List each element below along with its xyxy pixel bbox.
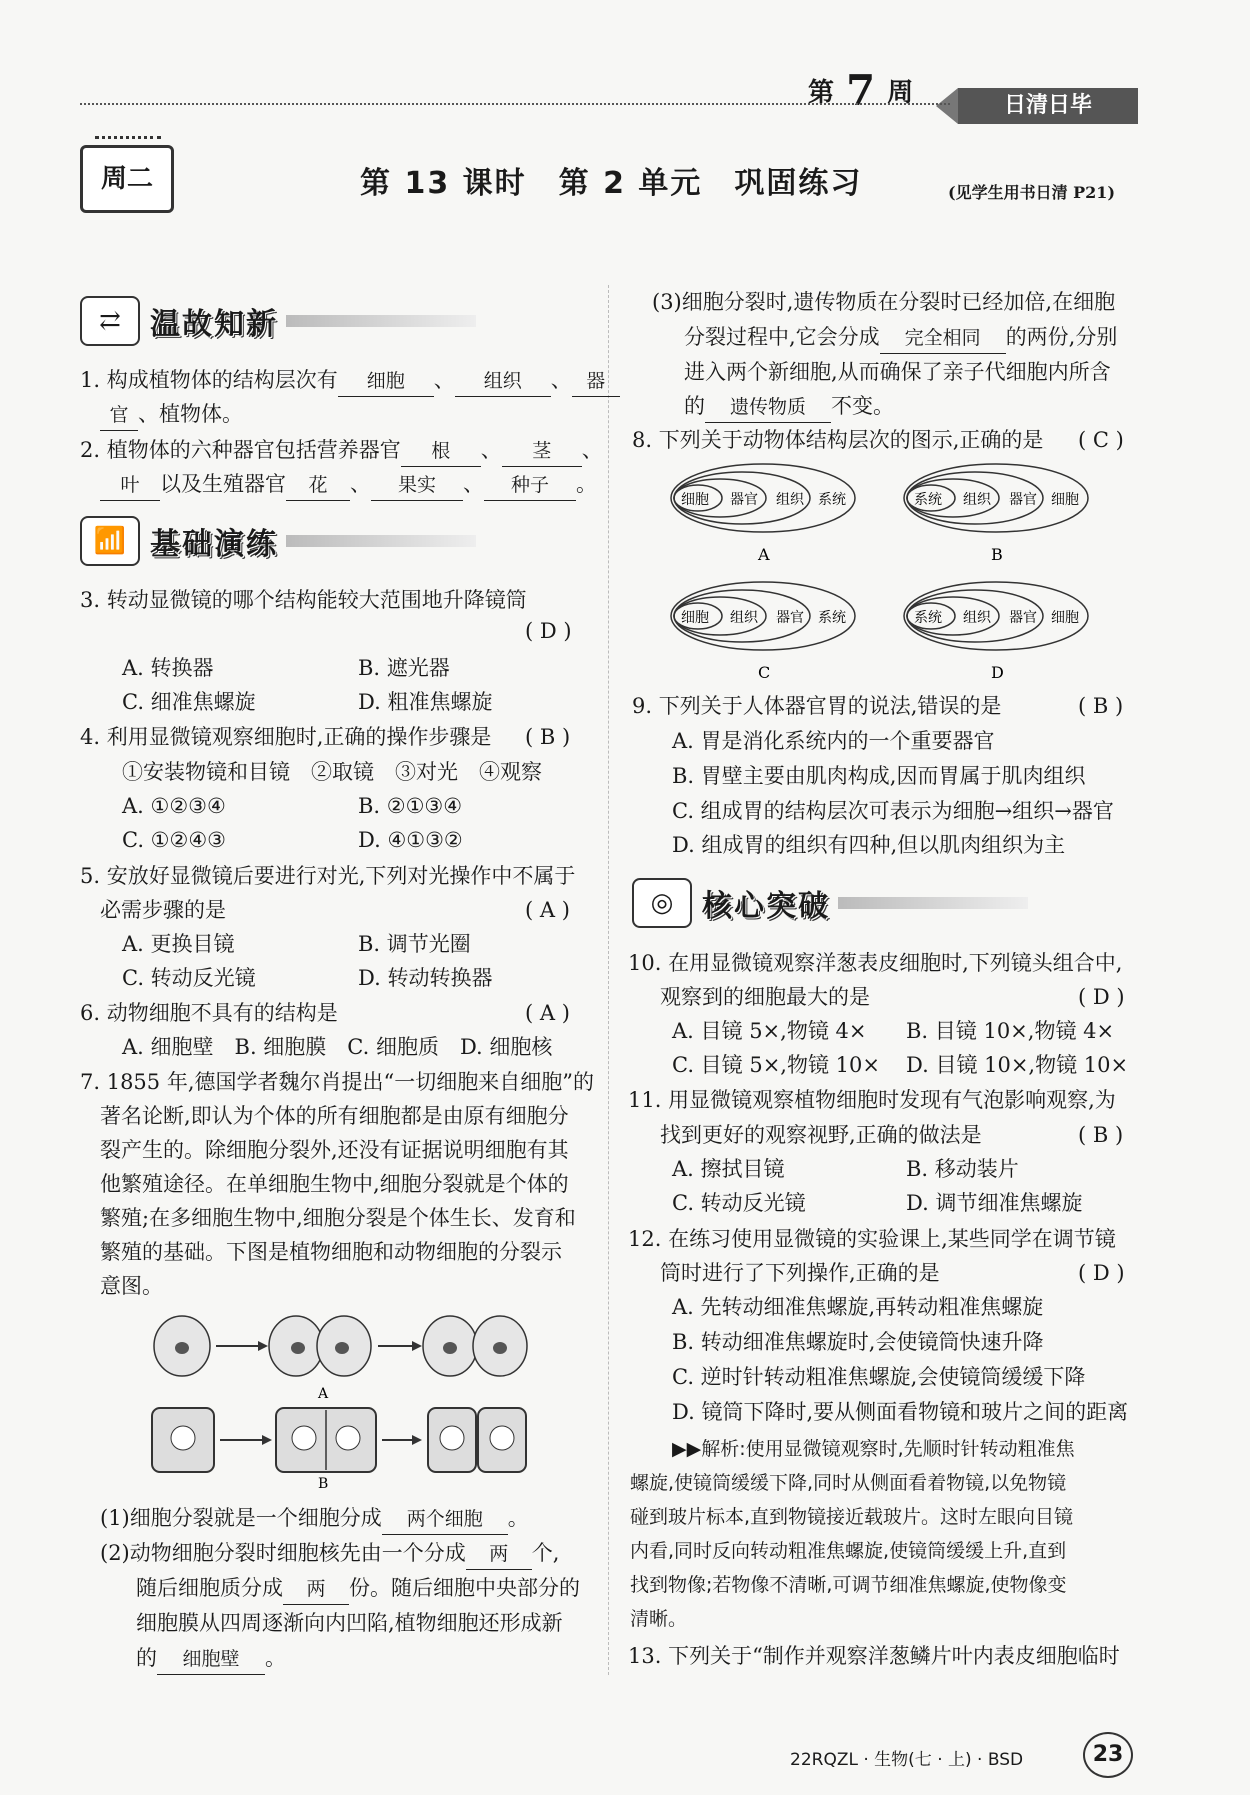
steps: ①安装物镜和目镜 ②取镜 ③对光 ④观察 <box>122 760 542 784</box>
option: D. 镜筒下降时,要从侧面看物镜和玻片之间的距离 <box>672 1400 1129 1424</box>
answer-11: ( B ) <box>1078 1123 1124 1147</box>
svg-text:系统: 系统 <box>914 610 942 626</box>
question-7-part-3-line4: 的 遗传物质 不变。 <box>684 391 894 423</box>
option: C. 组成胃的结构层次可表示为细胞→组织→器官 <box>672 799 1114 823</box>
question-9: 9. 下列关于人体器官胃的说法,错误的是 <box>632 694 1002 718</box>
option: C. 转动反光镜 <box>122 966 256 990</box>
question-1: 1. 构成植物体的结构层次有 细胞 、 组织 、 器 <box>80 365 620 397</box>
question-1-cont: 官 、植物体。 <box>100 399 243 431</box>
option: C. 逆时针转动粗准焦螺旋,会使镜筒缓缓下降 <box>672 1365 1086 1389</box>
answer-10: ( D ) <box>1078 985 1125 1009</box>
diagram-b <box>904 464 1088 564</box>
week-label: 第 7 周 <box>808 66 916 115</box>
question-5-cont: 必需步骤的是 <box>100 898 226 922</box>
option: D. 调节细准焦螺旋 <box>906 1191 1083 1215</box>
question-7-part-3-line2: 分裂过程中,它会分成 完全相同 的两份,分别 <box>684 322 1117 354</box>
section-review: ⇄ 温故知新 <box>80 298 476 344</box>
option: B. 目镜 10×,物镜 4× <box>906 1019 1115 1043</box>
footer-code: 22RQZL · 生物(七 · 上) · BSD <box>790 1750 1024 1770</box>
target-icon: ◎ <box>632 878 692 928</box>
question-3: 3. 转动显微镜的哪个结构能较大范围地升降镜筒 <box>80 588 527 612</box>
option: B. ②①③④ <box>358 794 463 818</box>
svg-text:系统: 系统 <box>914 492 942 508</box>
page-title: 第 13 课时 第 2 单元 巩固练习 <box>360 166 863 201</box>
svg-text:细胞: 细胞 <box>681 610 709 626</box>
reference-note: (见学生用书日清 P21) <box>948 183 1116 202</box>
svg-text:组织: 组织 <box>730 610 758 626</box>
cell-division-figure <box>150 1310 530 1490</box>
svg-text:组织: 组织 <box>963 610 991 626</box>
answer-6: ( A ) <box>525 1001 570 1025</box>
diagram-d <box>904 582 1088 682</box>
answer-3: ( D ) <box>525 619 572 643</box>
option: C. 目镜 5×,物镜 10× <box>672 1053 880 1077</box>
option: B. 移动装片 <box>906 1157 1019 1181</box>
section-core: ◎ 核心突破 <box>632 880 1028 926</box>
svg-text:B: B <box>991 545 1003 564</box>
question-5: 5. 安放好显微镜后要进行对光,下列对光操作中不属于 <box>80 864 576 888</box>
question-11: 11. 用显微镜观察植物细胞时发现有气泡影响观察,为 <box>628 1088 1116 1112</box>
question-7-part-1: (1)细胞分裂就是一个细胞分成 两个细胞 。 <box>100 1503 529 1535</box>
option: A. 先转动细准焦螺旋,再转动粗准焦螺旋 <box>672 1295 1044 1319</box>
option: A. 擦拭目镜 <box>672 1157 785 1181</box>
option: D. 粗准焦螺旋 <box>358 690 493 714</box>
structure-level-diagrams <box>668 460 1108 690</box>
svg-text:器官: 器官 <box>1009 610 1037 626</box>
option: B. 调节光圈 <box>358 932 471 956</box>
diagram-a <box>671 464 855 564</box>
svg-text:A: A <box>758 545 770 564</box>
question-7-part-2-line3: 细胞膜从四周逐渐向内凹陷,植物细胞还形成新 <box>136 1611 563 1635</box>
option: C. 转动反光镜 <box>672 1191 806 1215</box>
swap-arrows-icon: ⇄ <box>80 296 140 346</box>
svg-text:组织: 组织 <box>776 492 804 508</box>
question-8: 8. 下列关于动物体结构层次的图示,正确的是 <box>632 428 1044 452</box>
figure-label-a: A <box>318 1386 329 1402</box>
analysis-arrow-icon: ▶▶ <box>672 1438 702 1460</box>
answer-4: ( B ) <box>525 725 571 749</box>
question-2: 2. 植物体的六种器官包括营养器官 根 、 茎 、 <box>80 435 603 467</box>
svg-text:细胞: 细胞 <box>681 492 709 508</box>
diagram-c <box>671 582 855 682</box>
figure-label-b: B <box>318 1476 329 1490</box>
question-4: 4. 利用显微镜观察细胞时,正确的操作步骤是 <box>80 725 492 749</box>
option: B. 遮光器 <box>358 656 450 680</box>
answer-5: ( A ) <box>525 898 570 922</box>
option: C. 细准焦螺旋 <box>122 690 256 714</box>
question-11-cont: 找到更好的观察视野,正确的做法是 <box>660 1123 982 1147</box>
svg-text:细胞: 细胞 <box>1051 492 1079 508</box>
question-13: 13. 下列关于“制作并观察洋葱鳞片叶内表皮细胞临时 <box>628 1644 1120 1668</box>
column-divider <box>608 285 609 1675</box>
svg-text:组织: 组织 <box>963 492 991 508</box>
option: A. 目镜 5×,物镜 4× <box>672 1019 867 1043</box>
svg-text:器官: 器官 <box>1009 492 1037 508</box>
option: C. ①②④③ <box>122 828 226 852</box>
svg-text:D: D <box>991 663 1004 682</box>
option: D. 组成胃的组织有四种,但以肌肉组织为主 <box>672 833 1066 857</box>
svg-text:器官: 器官 <box>776 610 804 626</box>
header-divider <box>80 103 950 105</box>
page-number: 23 <box>1083 1732 1133 1778</box>
section-basic: 📶 基础演练 <box>80 518 476 564</box>
option: A. ①②③④ <box>122 794 226 818</box>
option: A. 转换器 <box>122 656 214 680</box>
svg-text:器官: 器官 <box>730 492 758 508</box>
question-7-part-2: (2)动物细胞分裂时细胞核先由一个分成 两 个, <box>100 1538 559 1570</box>
option: D. 目镜 10×,物镜 10× <box>906 1053 1129 1077</box>
answer-8: ( C ) <box>1078 428 1124 452</box>
bar-chart-icon: 📶 <box>80 516 140 566</box>
plant-cell-row <box>152 1408 526 1472</box>
question-12-cont: 筒时进行了下列操作,正确的是 <box>660 1261 940 1285</box>
question-7-part-3: (3)细胞分裂时,遗传物质在分裂时已经加倍,在细胞 <box>652 290 1116 314</box>
animal-cell-row <box>154 1316 527 1376</box>
question-2-cont: 叶 以及生殖器官 花 、 果实 、 种子 。 <box>100 469 597 501</box>
option: D. 转动转换器 <box>358 966 493 990</box>
question-7-part-3-line3: 进入两个新细胞,从而确保了亲子代细胞内所含 <box>684 360 1111 384</box>
question-7-part-2-line4: 的 细胞壁 。 <box>136 1643 286 1675</box>
answer-9: ( B ) <box>1078 694 1124 718</box>
options: A. 细胞壁 B. 细胞膜 C. 细胞质 D. 细胞核 <box>122 1035 553 1059</box>
option: B. 转动细准焦螺旋时,会使镜筒快速升降 <box>672 1330 1044 1354</box>
question-10-cont: 观察到的细胞最大的是 <box>660 985 870 1009</box>
svg-text:C: C <box>758 663 771 682</box>
option: D. ④①③② <box>358 828 463 852</box>
question-12: 12. 在练习使用显微镜的实验课上,某些同学在调节镜 <box>628 1227 1116 1251</box>
question-7-part-2-line2: 随后细胞质分成 两 份。随后细胞中央部分的 <box>136 1573 580 1605</box>
svg-text:细胞: 细胞 <box>1051 610 1079 626</box>
question-10: 10. 在用显微镜观察洋葱表皮细胞时,下列镜头组合中, <box>628 951 1123 975</box>
svg-text:系统: 系统 <box>818 492 846 508</box>
question-6: 6. 动物细胞不具有的结构是 <box>80 1001 338 1025</box>
option: A. 胃是消化系统内的一个重要器官 <box>672 729 995 753</box>
brand-tag: 日清日毕 <box>958 88 1138 124</box>
option: B. 胃壁主要由肌肉构成,因而胃属于肌肉组织 <box>672 764 1086 788</box>
svg-text:系统: 系统 <box>818 610 846 626</box>
option: A. 更换目镜 <box>122 932 235 956</box>
answer-12: ( D ) <box>1078 1261 1125 1285</box>
day-badge: 周二 <box>80 145 174 213</box>
